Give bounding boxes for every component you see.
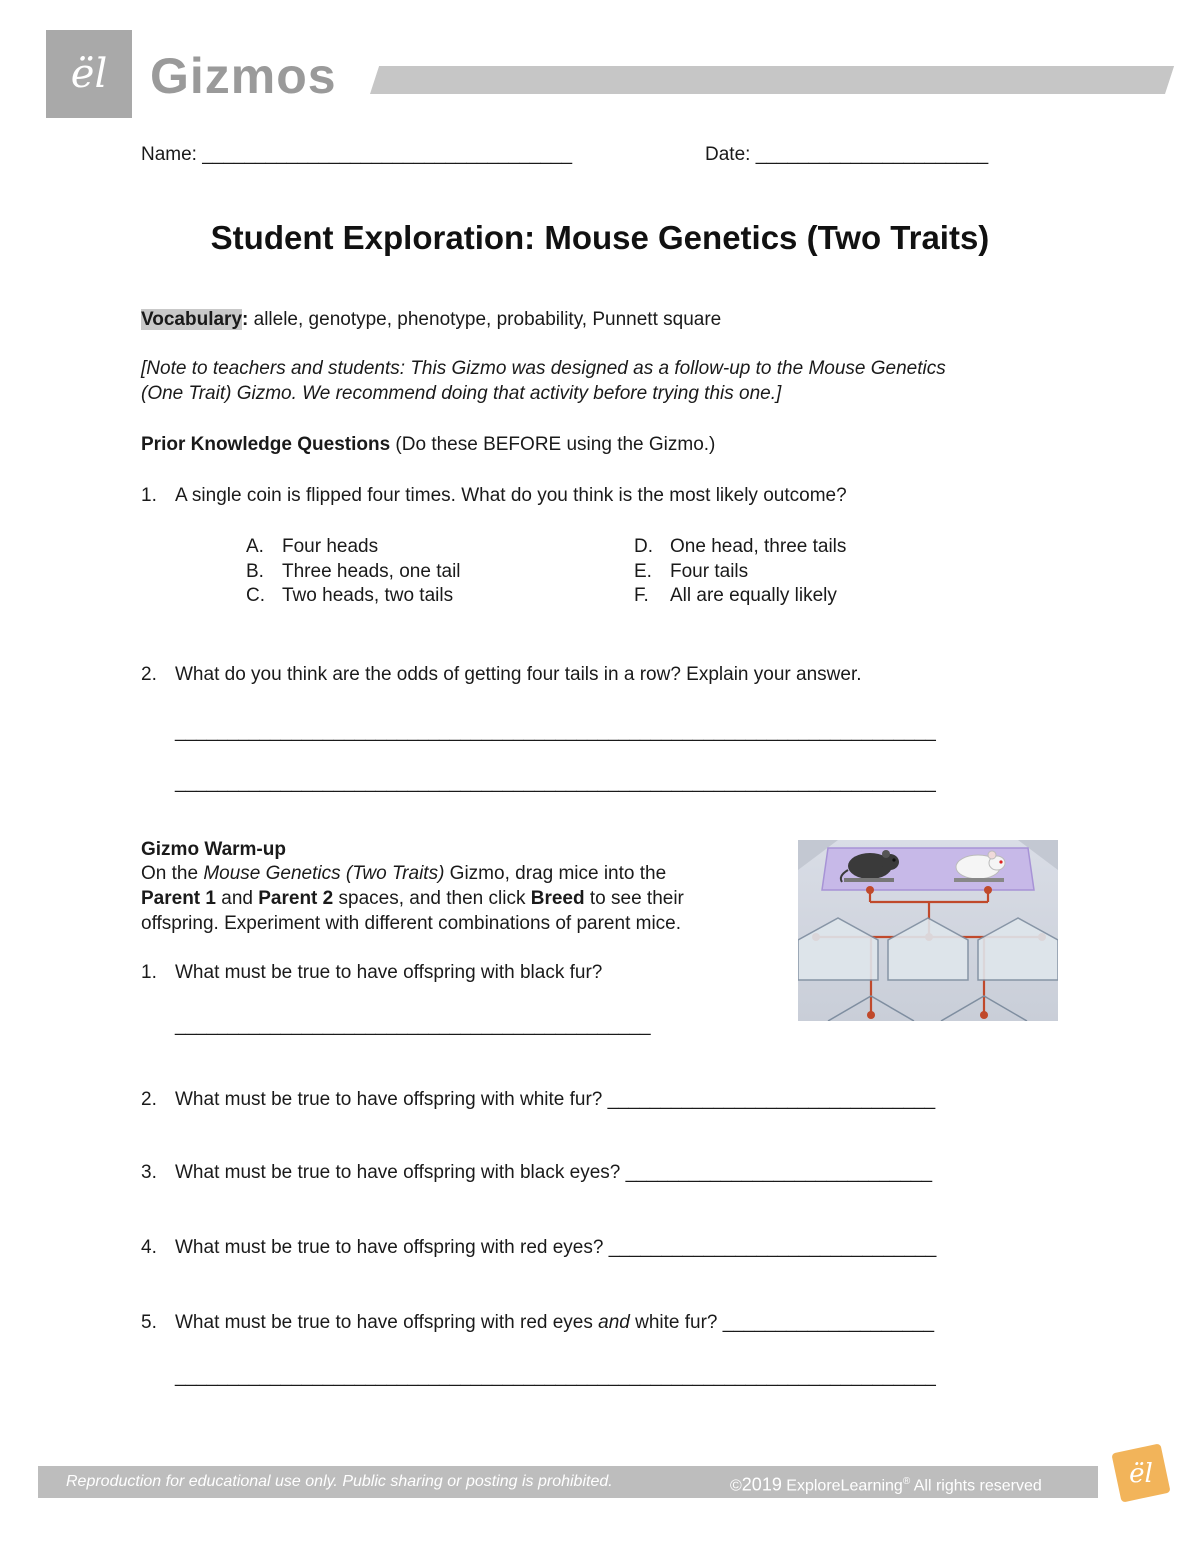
breed-term: Breed [530,888,585,909]
rights-text: All rights reserved [910,1477,1042,1495]
question-text-with-blank[interactable]: What must be true to have offspring with red eyes? _______________________________ [175,1237,937,1258]
note-line-1: [Note to teachers and students: This Gizmo was designed as a follow-up to the Mouse Genetics [141,358,946,379]
option-text: One head, three tails [670,536,847,557]
question-number: 2. [141,664,157,685]
text-run: Gizmo, drag mice into the [444,863,667,884]
prior-heading-note: (Do these BEFORE using the Gizmo.) [390,434,716,455]
question-text: What must be true to have offspring with red eyes [175,1312,599,1333]
date-blank[interactable]: ______________________ [755,144,989,165]
warmup-question-5[interactable] [141,1311,934,1335]
question-text-with-blank[interactable]: white fur? ____________________ [629,1312,935,1333]
header-decorative-bar [370,66,1174,94]
text-run: to see their [584,888,684,909]
name-field[interactable] [141,143,572,167]
option-letter: E. [634,561,652,582]
copyright-year: 2019 [741,1474,782,1495]
answer-blank-q2-line-1[interactable]: ________________________________________________________________________ [175,721,936,742]
question-text-with-blank[interactable]: What must be true to have offspring with black eyes? _____________________________ [175,1162,933,1183]
question-text: A single coin is flipped four times. What do you think is the most likely outcome? [175,485,847,506]
option-text: Four tails [670,561,749,582]
emphasis-and: and [598,1312,630,1333]
warmup-question-4[interactable] [141,1236,936,1260]
question-number: 5. [141,1312,157,1333]
date-field[interactable] [705,143,988,167]
warmup-heading: Gizmo Warm-up [141,839,286,860]
option-e[interactable] [634,560,748,584]
option-letter: A. [246,536,264,557]
question-number: 4. [141,1237,157,1258]
question-number: 1. [141,485,157,506]
gizmo-screenshot-illustration [798,840,1058,1021]
answer-blank-warmup-q1[interactable]: _____________________________________________ [175,1015,651,1036]
question-number: 2. [141,1089,157,1110]
parent-1-term: Parent 1 [141,888,216,909]
option-a[interactable] [246,535,378,559]
vocabulary-colon: : [242,309,249,330]
option-letter: D. [634,536,653,557]
prior-heading-text: Prior Knowledge Questions [141,434,391,455]
brand-logo-glyph: ël [70,51,108,97]
warmup-paragraph-line-1 [141,862,666,886]
gizmo-name: Mouse Genetics (Two Traits) [203,863,445,884]
warmup-question-2[interactable] [141,1088,935,1112]
footer-copyright [730,1472,1042,1496]
explorelearning-logo-icon [1108,1440,1174,1506]
date-label: Date: [705,144,751,165]
option-letter: C. [246,585,265,606]
gizmo-illustration-svg [798,840,1058,1021]
company-name: ExploreLearning [781,1477,903,1495]
prior-question-1 [141,484,847,508]
name-blank[interactable]: ___________________________________ [202,144,573,165]
answer-blank-warmup-q5[interactable]: ________________________________________________________________________ [175,1366,936,1387]
option-text: Two heads, two tails [282,585,454,606]
vocabulary-label: Vocabulary [141,309,243,330]
option-text: Three heads, one tail [282,561,461,582]
option-letter: F. [634,585,649,606]
copyright-symbol: © [730,1477,742,1495]
option-f[interactable] [634,584,837,608]
answer-blank-q2-line-2[interactable]: ________________________________________________________________________ [175,772,936,793]
warmup-paragraph-line-3: offspring. Experiment with different combinations of parent mice. [141,913,682,934]
question-text: What do you think are the odds of getting four tails in a row? Explain your answer. [175,664,862,685]
page-title: Student Exploration: Mouse Genetics (Two Traits) [210,219,990,256]
question-number: 1. [141,962,157,983]
name-label: Name: [141,144,197,165]
warmup-paragraph-line-2 [141,887,684,911]
question-number: 3. [141,1162,157,1183]
text-run: spaces, and then click [333,888,531,909]
option-b[interactable] [246,560,461,584]
option-text: All are equally likely [670,585,837,606]
option-c[interactable] [246,584,453,608]
text-run: On the [141,863,204,884]
text-run: and [215,888,259,909]
offspring-slots [798,918,1058,980]
vocabulary-terms: allele, genotype, phenotype, probability, Punnett square [248,309,722,330]
prior-knowledge-heading [141,433,715,457]
registered-mark: ® [902,1476,911,1487]
prior-question-2 [141,663,862,687]
question-text: What must be true to have offspring with black fur? [175,962,603,983]
question-text-with-blank[interactable]: What must be true to have offspring with white fur? _______________________________ [175,1089,936,1110]
brand-logo [46,30,132,118]
parent-2-term: Parent 2 [258,888,334,909]
warmup-question-3[interactable] [141,1161,932,1185]
option-text: Four heads [282,536,379,557]
svg-text:ël: ël [1129,1459,1153,1489]
option-d[interactable] [634,535,846,559]
warmup-question-1 [141,961,602,985]
brand-name: Gizmos [150,48,337,104]
note-line-2: (One Trait) Gizmo. We recommend doing that activity before trying this one.] [141,383,782,404]
vocabulary-line [141,308,721,332]
option-letter: B. [246,561,264,582]
footer-notice: Reproduction for educational use only. Public sharing or posting is prohibited. [66,1473,613,1490]
